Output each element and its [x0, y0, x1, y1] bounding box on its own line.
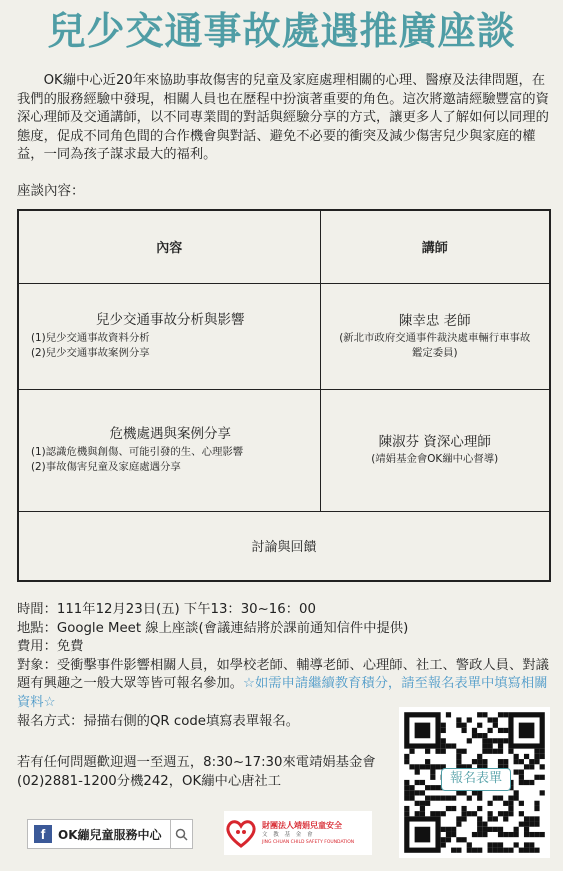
- event-info: [17, 601, 551, 712]
- topic-item: (1)認識危機與創傷、可能引發的生、心理影響: [31, 446, 244, 458]
- registration-method: 報名方式：掃描右側的QR code填寫表單報名。: [17, 714, 300, 729]
- topic-item: (2)兒少交通事故案例分享: [31, 347, 150, 359]
- audience-text: 對象：受衝擊事件影響相關人員，如學校老師、輔導老師、心理師、社工、警政人員、對議題有興趣之一般大眾等皆可報名參加。: [17, 657, 549, 691]
- topic-cell: [18, 389, 320, 511]
- topic-item: (2)事故傷害兒童及家庭處遇分享: [31, 461, 181, 473]
- speaker-cell: [320, 283, 550, 389]
- section-label: 座談內容：: [17, 183, 85, 199]
- foundation-logo: [224, 811, 372, 855]
- speaker-note: (新北市政府交通事件裁決處車輛行車事故鑑定委員): [339, 331, 531, 359]
- contact-info: 若有任何問題歡迎週一至週五，8:30~17:30來電靖娟基金會(02)2881-1200分機242，OK繃中心唐社工: [17, 755, 376, 789]
- search-icon: [170, 820, 192, 848]
- topic-title: 危機處遇與案例分享: [109, 426, 231, 442]
- foundation-name-block: [262, 820, 354, 846]
- header-speaker: 講師: [320, 210, 550, 283]
- speaker-name: 陳淑芬 資深心理師: [378, 434, 491, 450]
- credit-note: ☆如需申請繼續教育積分，請至報名表單中填寫相關資料☆: [17, 676, 548, 710]
- event-audience: [17, 657, 551, 713]
- header-content: 內容: [18, 210, 320, 283]
- topic-item: (1)兒少交通事故資料分析: [31, 332, 150, 344]
- facebook-page-link[interactable]: [27, 819, 193, 849]
- event-fee: 費用：免費: [17, 639, 84, 654]
- foundation-name: 財團法人靖娟兒童安全: [262, 821, 342, 830]
- page-title: 兒少交通事故處遇推廣座談: [47, 9, 516, 53]
- intro-paragraph: [17, 72, 551, 165]
- table-row: [18, 511, 550, 581]
- heart-logo-icon: [224, 816, 258, 850]
- facebook-icon: f: [34, 825, 52, 843]
- speaker-name: 陳幸忠 老師: [398, 312, 471, 329]
- event-place: 地點：Google Meet 線上座談(會議連結將於課前通知信件中提供): [17, 620, 409, 636]
- foundation-english-name: JING CHUAN CHILD SAFETY FOUNDATION: [262, 840, 355, 845]
- table-row: [18, 283, 550, 389]
- intro-text: OK繃中心近20年來協助事故傷害的兒童及家庭處理相關的心理、醫療及法律問題，在我們的服務經驗中發現，相關人員也在歷程中扮演著重要的角色。這次將邀請經驗豐富的資深心理師及交通講師，以不同專業間的對話與經驗分享的方式，讓更多人了解如何以同理的態度，促成不同角色間的合作機會與對話、避免不必要的衝突及減少傷害兒少與家庭的權益，一同為孩子謀求最大的福利。: [17, 73, 549, 163]
- speaker-note: (靖娟基金會OK繃中心督導): [371, 453, 499, 465]
- topic-cell: [18, 283, 320, 389]
- table-row: [18, 389, 550, 511]
- agenda-table: [17, 209, 551, 582]
- qr-badge-label: 報名表單: [441, 768, 511, 791]
- foundation-subname: 文 教 基 金 會: [262, 832, 315, 838]
- speaker-cell: [320, 389, 550, 511]
- facebook-page-label: OK繃兒童服務中心: [58, 827, 162, 842]
- discussion-cell: 討論與回饋: [18, 511, 550, 581]
- event-time: 時間：111年12月23日(五) 下午13：30~16：00: [17, 602, 316, 617]
- table-header-row: [18, 210, 550, 283]
- topic-title: 兒少交通事故分析與影響: [96, 312, 245, 328]
